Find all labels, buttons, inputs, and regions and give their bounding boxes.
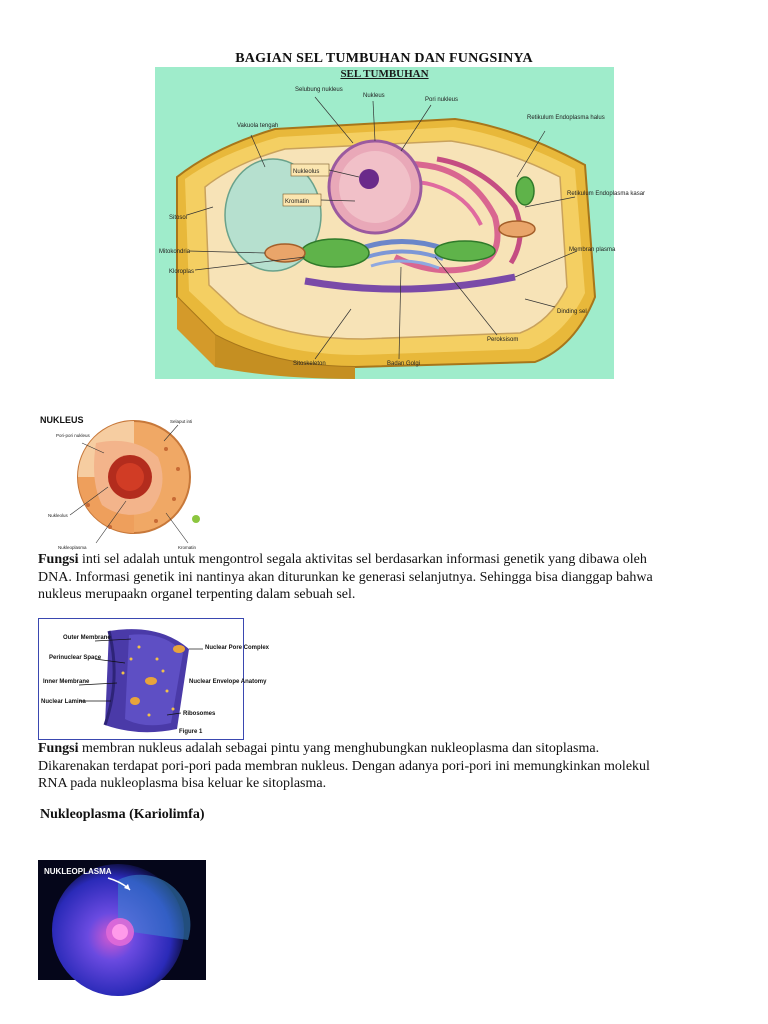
label-dinding-sel: Dinding sel (557, 309, 587, 315)
paragraph-text: RNA pada nukleoplasma bisa keluar ke sitoplasma. (38, 776, 327, 791)
paragraph-text: Dikarenakan terdapat pori-pori pada membran nukleus. Dengan adanya pori-pori ini memungkinkan molekul (38, 758, 650, 774)
paragraph-text: membran nukleus adalah sebagai pintu yang menghubungkan nukleoplasma dan sitoplasma. (78, 741, 600, 756)
nuclear-envelope-figure (38, 618, 270, 740)
label-retikulum-halus: Retikulum Endoplasma halus (527, 115, 605, 121)
label-selubung-nukleus: Selubung nukleus (295, 87, 343, 93)
label-sitosol: Sitosol (169, 215, 188, 221)
label-kloroplas: Kloroplas (169, 269, 195, 275)
plant-cell-illustration (155, 67, 646, 379)
nucleus-figure-title: NUKLEUS (40, 415, 84, 425)
page-title: BAGIAN SEL TUMBUHAN DAN FUNGSINYA (235, 51, 533, 66)
label-vakuola-tengah: Vakuola tengah (237, 123, 279, 129)
paragraph-nucleus-function (38, 551, 728, 604)
label-retikulum-kasar: Retikulum Endoplasma kasar (567, 191, 646, 197)
paragraph-membrane-function (38, 740, 728, 793)
label-nuclear-pore-complex: Nuclear Pore Complex (205, 645, 270, 651)
label-nuclear-envelope-anatomy: Nuclear Envelope Anatomy (189, 679, 267, 685)
label-selaput-inti: Selaput inti (170, 419, 193, 424)
label-nuclear-lamina: Nuclear Lamina (41, 699, 86, 705)
paragraph-lead: Fungsi (38, 552, 79, 567)
label-membran-plasma: Membran plasma (569, 247, 616, 253)
nuclear-envelope-illustration (39, 619, 270, 739)
label-mitokondria: Mitokondria (159, 249, 191, 255)
paragraph-text: inti sel adalah untuk mengontrol segala aktivitas sel berdasarkan informasi genetik yang dibawa oleh (78, 552, 647, 567)
label-nukleolus: Nukleolus (48, 513, 68, 518)
label-ribosomes: Ribosomes (183, 711, 216, 717)
nucleoplasm-label: NUKLEOPLASMA (44, 867, 112, 876)
nucleoplasm-figure (38, 860, 206, 980)
label-outer-membrane: Outer Membrane (63, 635, 111, 641)
plant-cell-figure (155, 67, 646, 379)
paragraph-text: DNA. Informasi genetik ini nantinya akan diturunkan ke generasi selanjutnya. Sehingga bisa dianggap bahwa (38, 569, 653, 585)
label-perinuclear-space: Perinuclear Space (49, 655, 102, 661)
label-pori-pori: Pori-pori nukleus (56, 433, 90, 438)
label-peroksisom: Peroksisom (487, 337, 519, 343)
label-nukleolus: Nukleolus (293, 169, 320, 175)
paragraph-text: nukleus merupaakn organel terpenting dalam sebuah sel. (38, 587, 356, 602)
label-inner-membrane: Inner Membrane (43, 679, 90, 685)
label-figure-1: Figure 1 (179, 729, 203, 735)
label-kromatin: Kromatin (178, 545, 197, 550)
paragraph-lead: Fungsi (38, 741, 79, 756)
label-nukleus: Nukleus (363, 93, 385, 99)
nucleus-illustration (38, 409, 218, 552)
nucleus-figure (38, 409, 218, 552)
label-nukleoplasma: Nukleoplasma (58, 545, 87, 550)
label-sitoskeleton: Sitoskeleton (293, 361, 326, 367)
label-badan-golgi: Badan Golgi (387, 361, 421, 367)
plant-cell-caption: SEL TUMBUHAN (340, 68, 429, 80)
nucleoplasm-illustration (38, 860, 206, 980)
label-pori-nukleus: Pori nukleus (425, 97, 459, 103)
label-kromatin: Kromatin (285, 199, 310, 205)
section-heading-nukleoplasma: Nukleoplasma (Kariolimfa) (40, 807, 205, 822)
